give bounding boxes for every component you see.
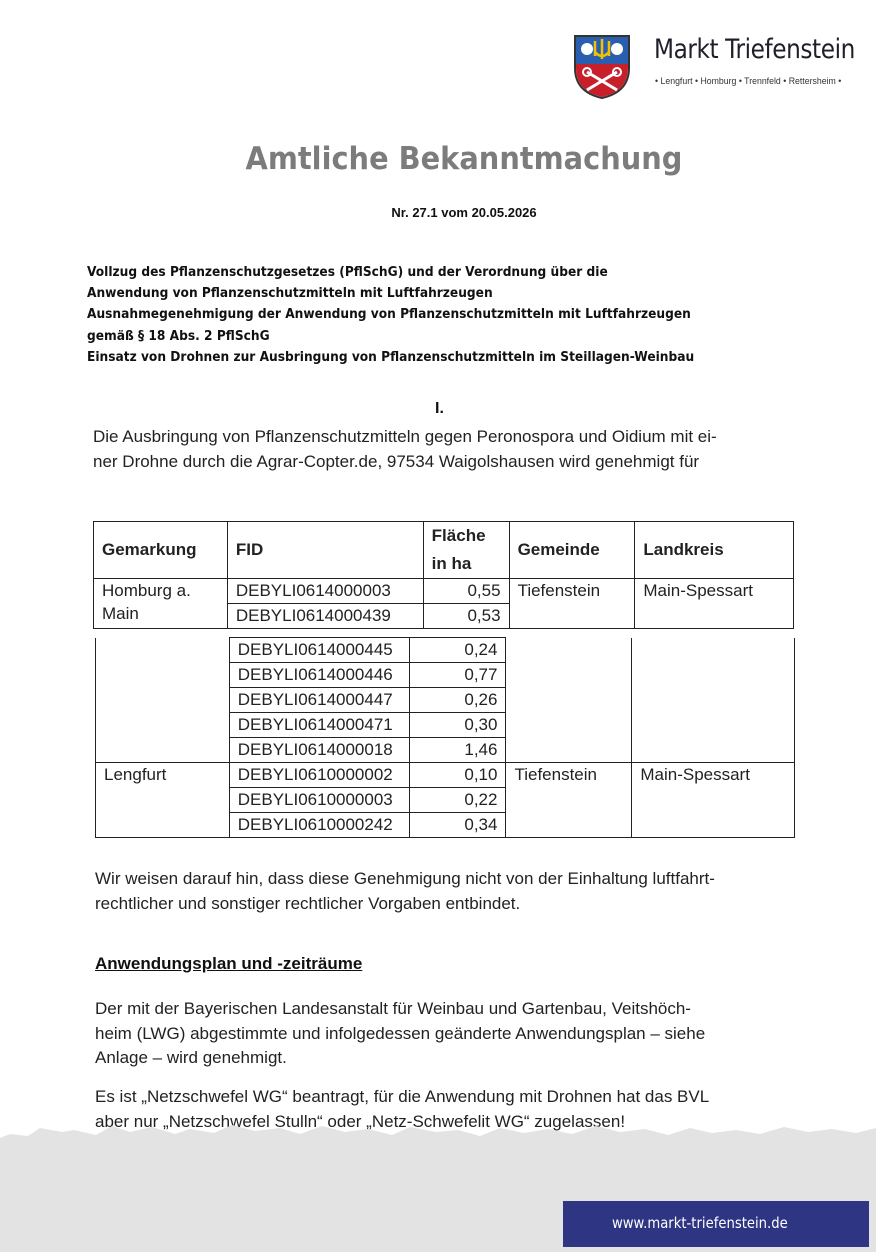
header-line: in ha bbox=[431, 554, 472, 573]
cell-gemeinde-empty bbox=[506, 638, 632, 763]
subject-line: Vollzug des Pflanzenschutzgesetzes (PflSchG) und der Verordnung über die bbox=[87, 265, 608, 280]
gemarkung-line: Homburg a. bbox=[102, 581, 191, 600]
cell-fid: DEBYLI0614000447 bbox=[229, 688, 409, 713]
paragraph-line: Es ist „Netzschwefel WG“ beantragt, für die Anwendung mit Drohnen hat das BVL bbox=[95, 1087, 710, 1106]
subject-line: Einsatz von Drohnen zur Ausbringung von Pflanzenschutzmitteln im Steillagen-Weinbau bbox=[87, 349, 695, 365]
cell-flaeche: 0,24 bbox=[409, 638, 506, 663]
column-header-gemarkung: Gemarkung bbox=[94, 522, 228, 579]
coat-of-arms-icon bbox=[573, 34, 631, 100]
cell-flaeche: 1,46 bbox=[409, 738, 506, 763]
cell-fid: DEBYLI0614000439 bbox=[227, 604, 423, 629]
paragraph-line: rechtlicher und sonstiger rechtlicher Vorgaben entbindet. bbox=[95, 893, 521, 913]
paragraph-line: aber nur „Netzschwefel Stulln“ oder „Netz-Schwefelit WG“ zugelassen! bbox=[95, 1111, 626, 1131]
cell-gemarkung: Lengfurt bbox=[96, 763, 230, 838]
cell-flaeche: 0,22 bbox=[409, 788, 506, 813]
paragraph-line: ner Drohne durch die Agrar-Copter.de, 97534 Waigolshausen wird genehmigt für bbox=[93, 451, 700, 471]
cell-fid: DEBYLI0614000471 bbox=[229, 713, 409, 738]
cell-flaeche: 0,53 bbox=[423, 604, 509, 629]
subject-line: Ausnahmegenehmigung der Anwendung von Pflanzenschutzmitteln mit Luftfahrzeugen bbox=[87, 307, 691, 323]
column-header-flaeche bbox=[423, 522, 509, 579]
gemarkung-line: Main bbox=[102, 604, 139, 623]
brand-name: Markt Triefenstein bbox=[654, 34, 855, 65]
paragraph-approval bbox=[93, 425, 717, 474]
cell-gemarkung bbox=[94, 579, 228, 629]
cell-fid: DEBYLI0610000003 bbox=[229, 788, 409, 813]
cell-flaeche: 0,10 bbox=[409, 763, 506, 788]
cell-fid: DEBYLI0614000003 bbox=[227, 579, 423, 604]
footer-url-link[interactable]: www.markt-triefenstein.de bbox=[612, 1214, 788, 1232]
header-line: Fläche bbox=[431, 526, 486, 545]
parcel-table-part2 bbox=[95, 637, 795, 838]
subject-line: gemäß § 18 Abs. 2 PflSchG bbox=[87, 328, 270, 344]
cell-gemeinde: Tiefenstein bbox=[509, 579, 635, 629]
paragraph-plan bbox=[95, 997, 705, 1071]
cell-flaeche: 0,26 bbox=[409, 688, 506, 713]
cell-landkreis-empty bbox=[632, 638, 795, 763]
subject-line: Anwendung von Pflanzenschutzmitteln mit Luftfahrzeugen bbox=[87, 286, 493, 302]
cell-fid: DEBYLI0614000018 bbox=[229, 738, 409, 763]
cell-fid: DEBYLI0610000002 bbox=[229, 763, 409, 788]
paragraph-line: Wir weisen darauf hin, dass diese Genehmigung nicht von der Einhaltung luftfahrt- bbox=[95, 869, 715, 888]
column-header-fid: FID bbox=[227, 522, 423, 579]
page-title: Amtliche Bekanntmachung bbox=[245, 141, 683, 177]
column-header-gemeinde: Gemeinde bbox=[509, 522, 635, 579]
header-logo bbox=[573, 34, 863, 104]
brand-subtitle: • Lengfurt • Homburg • Trennfeld • Rettersheim • bbox=[655, 76, 842, 87]
paragraph-line: Der mit der Bayerischen Landesanstalt für Weinbau und Gartenbau, Veitshöch- bbox=[95, 999, 691, 1018]
cell-landkreis: Main-Spessart bbox=[632, 763, 795, 838]
paragraph-line: Die Ausbringung von Pflanzenschutzmitteln gegen Peronospora und Oidium mit ei- bbox=[93, 427, 717, 446]
subject-block bbox=[87, 262, 783, 368]
cell-fid: DEBYLI0610000242 bbox=[229, 813, 409, 838]
cell-flaeche: 0,34 bbox=[409, 813, 506, 838]
cell-fid: DEBYLI0614000446 bbox=[229, 663, 409, 688]
cell-flaeche: 0,77 bbox=[409, 663, 506, 688]
cell-gemarkung-empty bbox=[96, 638, 230, 763]
cell-landkreis: Main-Spessart bbox=[635, 579, 794, 629]
paragraph-line: heim (LWG) abgestimmte und infolgedessen geänderte Anwendungsplan – siehe bbox=[95, 1023, 706, 1043]
cell-flaeche: 0,55 bbox=[423, 579, 509, 604]
announcement-number: Nr. 27.1 vom 20.05.2026 bbox=[391, 205, 537, 220]
section-heading: Anwendungsplan und -zeiträume bbox=[95, 954, 363, 973]
section-number: I. bbox=[435, 400, 444, 417]
column-header-landkreis: Landkreis bbox=[635, 522, 794, 579]
cell-flaeche: 0,30 bbox=[409, 713, 506, 738]
parcel-table-part1 bbox=[93, 521, 794, 629]
cell-gemeinde: Tiefenstein bbox=[506, 763, 632, 838]
paragraph-line: Anlage – wird genehmigt. bbox=[95, 1048, 287, 1067]
paragraph-notice bbox=[95, 867, 715, 916]
cell-fid: DEBYLI0614000445 bbox=[229, 638, 409, 663]
